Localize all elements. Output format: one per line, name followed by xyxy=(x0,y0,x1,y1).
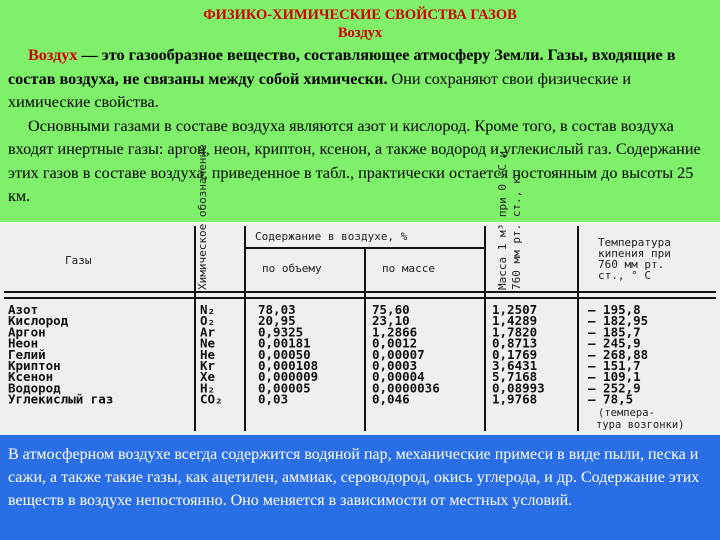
header-density-2: 760 мм рт. ст., кг xyxy=(510,170,523,290)
cell-gas: Криптон xyxy=(8,358,61,373)
table-row xyxy=(8,302,641,317)
header-boiling-2: кипения при xyxy=(598,247,671,260)
intro-normal-text: Они сохраняют свои физические и химические свойства. xyxy=(8,69,632,111)
cell-volume: 0,00005 xyxy=(258,380,311,396)
cell-symbol: Ar xyxy=(200,324,216,340)
cell-symbol: O₂ xyxy=(200,313,216,329)
cell-boiling: — 109,1 xyxy=(588,369,641,385)
header-content: Содержание в воздухе, % xyxy=(255,230,408,243)
cell-gas: Неон xyxy=(8,335,39,351)
intro-term: Воздух xyxy=(28,46,78,64)
header-by-mass: по массе xyxy=(382,262,435,275)
cell-mass: 0,046 xyxy=(372,391,410,407)
table-row xyxy=(8,358,641,373)
cell-volume: 20,95 xyxy=(258,313,296,329)
cell-volume: 0,00181 xyxy=(258,335,311,351)
cell-symbol: Kr xyxy=(200,358,216,373)
cell-volume: 0,00050 xyxy=(258,346,311,362)
cell-symbol: Xe xyxy=(200,369,216,385)
cell-volume: 78,03 xyxy=(258,302,296,317)
cell-mass: 0,00007 xyxy=(372,346,425,362)
cell-density: 5,7168 xyxy=(492,369,538,385)
cell-symbol: Ne xyxy=(200,335,216,351)
cell-symbol: H₂ xyxy=(200,380,216,396)
table-row xyxy=(8,324,641,339)
footnote-line-2: тура возгонки) xyxy=(596,419,685,431)
page-title: ФИЗИКО-ХИМИЧЕСКИЕ СВОЙСТВА ГАЗОВ xyxy=(203,7,517,23)
table-row xyxy=(8,347,648,362)
cell-mass: 0,0000036 xyxy=(372,380,440,396)
header-boiling-3: 760 мм рт. xyxy=(598,258,665,271)
cell-boiling: — 151,7 xyxy=(588,358,641,373)
composition-paragraph xyxy=(8,115,712,209)
bottom-text-block xyxy=(0,435,720,540)
footnote-line-1: (темпера- xyxy=(598,407,655,419)
header-boiling-1: Температура xyxy=(598,236,671,249)
admixtures-paragraph: В атмосферном воздухе всегда содержится водяной пар, механические примеси в виде пыли, песка и сажи, а также такие газы, как ацетилен, аммиак, сероводород, окись углерода, и др. Содержание этих веществ в воздухе непостоянно. Оно меняется в зависимости от местных условий. xyxy=(8,446,700,509)
table-row xyxy=(8,313,648,328)
cell-boiling: — 252,9 xyxy=(588,380,641,396)
cell-volume: 0,9325 xyxy=(258,324,304,340)
intro-bold-text: — это газообразное вещество, составляющее атмосферу Земли. Газы, входящие в состав воздуха, не связаны между собой химически. xyxy=(8,46,676,88)
cell-volume: 0,000009 xyxy=(258,369,319,385)
cell-density: 3,6431 xyxy=(492,358,538,373)
cell-gas: Углекислый газ xyxy=(8,391,114,407)
header-symbol: Химическое обозначение xyxy=(196,144,209,290)
cell-volume: 0,03 xyxy=(258,391,289,407)
table-rows xyxy=(8,302,648,407)
cell-boiling: — 245,9 xyxy=(588,335,641,351)
cell-mass: 0,0003 xyxy=(372,358,418,373)
table-row xyxy=(8,336,641,351)
header-gases: Газы xyxy=(65,254,92,267)
header-density-1: Масса 1 м³ при 0 °С и xyxy=(496,150,509,290)
cell-symbol: CO₂ xyxy=(200,391,223,407)
cell-density: 1,7820 xyxy=(492,324,538,340)
cell-mass: 0,0012 xyxy=(372,335,418,351)
header-boiling-4: ст., ° С xyxy=(598,269,651,282)
cell-symbol: He xyxy=(200,346,216,362)
cell-boiling: — 78,5 xyxy=(588,391,634,407)
composition-text: Основными газами в составе воздуха являются азот и кислород. Кроме того, в состав воздуха входят инертные газы: аргон, неон, криптон, ксенон, а также водород и углекислый газ. Содержание этих газов в составе воздуха, приведенное в табл., практически остается постоянным до высоты 25 км. xyxy=(8,116,701,205)
cell-gas: Водород xyxy=(8,380,61,396)
cell-boiling: — 268,88 xyxy=(588,346,649,362)
header-by-volume: по объему xyxy=(262,262,322,275)
page-subtitle: Воздух xyxy=(337,25,383,41)
cell-symbol: N₂ xyxy=(200,302,216,317)
table-row xyxy=(8,369,641,384)
cell-mass: 75,60 xyxy=(372,302,410,317)
cell-density: 1,4289 xyxy=(492,313,538,329)
top-text-block xyxy=(0,0,720,222)
cell-gas: Ксенон xyxy=(8,369,54,385)
cell-gas: Аргон xyxy=(8,324,46,340)
cell-gas: Гелий xyxy=(8,346,46,362)
cell-gas: Азот xyxy=(8,302,39,317)
cell-boiling: — 195,8 xyxy=(588,302,641,317)
cell-mass: 23,10 xyxy=(372,313,410,329)
cell-density: 0,8713 xyxy=(492,335,538,351)
cell-mass: 1,2866 xyxy=(372,324,418,340)
cell-gas: Кислород xyxy=(8,313,69,329)
cell-volume: 0,000108 xyxy=(258,358,319,373)
cell-density: 0,08993 xyxy=(492,380,545,396)
cell-density: 0,1769 xyxy=(492,346,538,362)
cell-mass: 0,00004 xyxy=(372,369,425,385)
cell-boiling: — 185,7 xyxy=(588,324,641,340)
intro-paragraph xyxy=(8,44,712,115)
cell-boiling: — 182,95 xyxy=(588,313,649,329)
cell-density: 1,9768 xyxy=(492,391,538,407)
cell-density: 1,2507 xyxy=(492,302,538,317)
